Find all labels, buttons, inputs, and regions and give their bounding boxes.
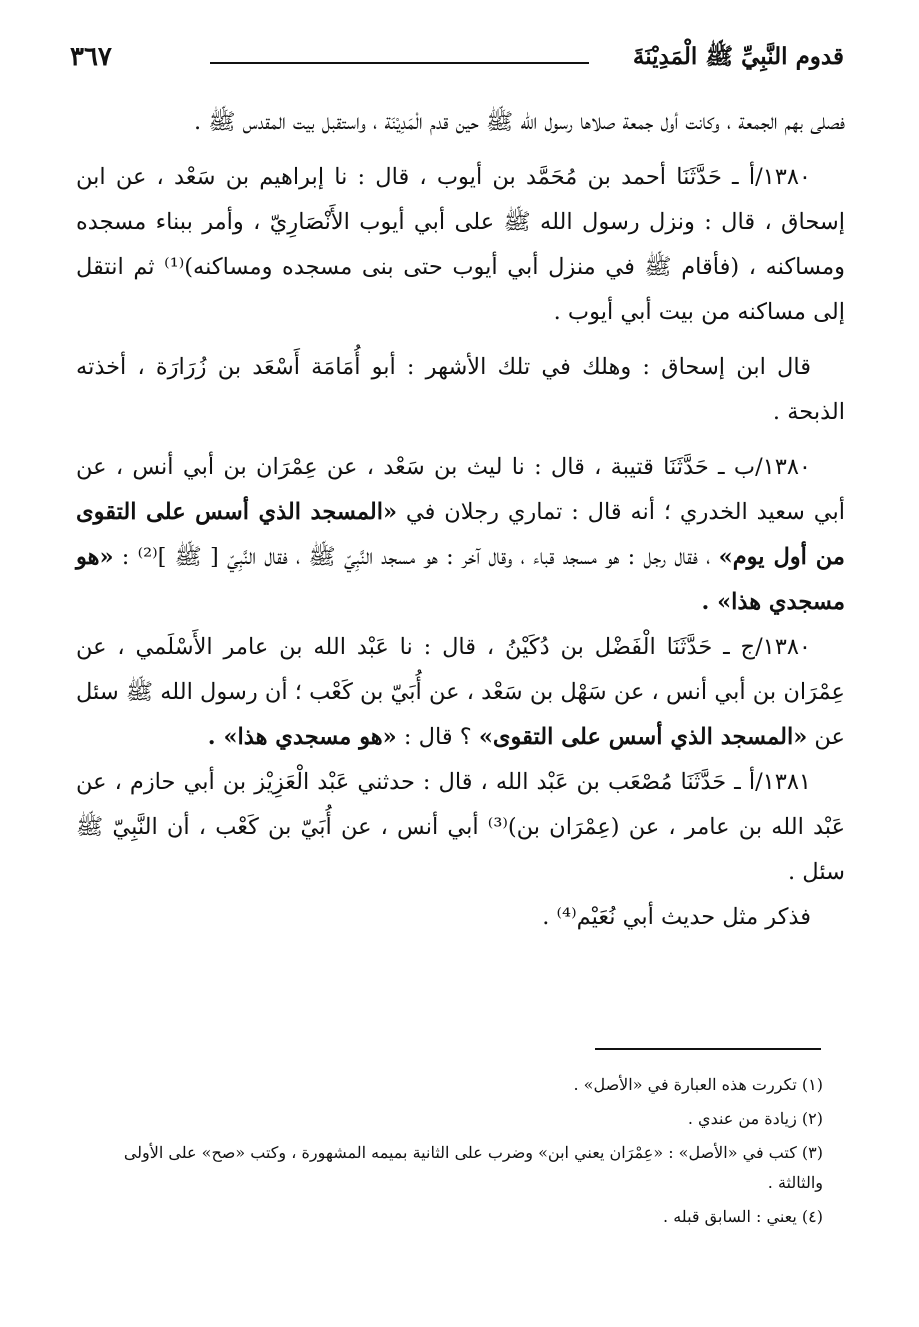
hadith-1380c-text-2: ؟ قال : — [396, 724, 479, 750]
footnote-2: (٢) زيادة من عندي . — [687, 1109, 823, 1128]
paragraph-1: فصلى بهم الجمعة ، وكانت أول جمعة صلاها رسول الله ﷺ حين قدم الْمَدِيْنَة ، واستقبل بيت المقدس ﷺ . — [194, 109, 845, 135]
hadith-1380c-text-1: ١٣٨٠/ج ـ حَدَّثَنَا الْفَضْل بن دُكَيْنُ ، قال : نا عَبْد الله بن عامر الأَسْلَمي ، عن عِمْرَان بن أبي أنس ، عن سَهْل بن سَعْد ، عن أُبَيّ بن كَعْب ؛ أن رسول الله ﷺ سئل عن — [76, 634, 845, 750]
main-text — [76, 100, 845, 940]
running-header — [70, 42, 844, 78]
footnote-1: (١) تكررت هذه العبارة في «الأصل» . — [573, 1075, 823, 1094]
footnote-3: (٣) كتب في «الأصل» : «عِمْرَان يعني ابن» وضرب على الثانية بميمه المشهورة ، وكتب «صح» على الأولى والثالثة . — [123, 1143, 823, 1192]
hadith-1380b-text-1: ١٣٨٠/ب ـ حَدَّثَنَا قتيبة ، قال : نا ليث بن سَعْد ، عن عِمْرَان بن أبي أنس ، عن أبي سعيد الخدري ؛ أنه قال : تماري رجلان في — [76, 454, 845, 525]
hadith-1380b-quote: «المسجد الذي أسس على التقوى من أول يوم» — [76, 499, 845, 570]
hadith-1381a: ١٣٨١/أ ـ حَدَّثَنَا مُصْعَب بن عَبْد الله ، قال : حدثني عَبْد الْعَزِيْز بن أبي حازم ، عن عَبْد الله بن عامر ، عن (عِمْرَان بن)⁽³⁾ أبي أنس ، عن أُبَيّ بن كَعْب ، أن النَّبِيّ ﷺ سئل . — [76, 769, 846, 885]
footnotes — [96, 1070, 823, 1236]
footnote-4: (٤) يعني : السابق قبله . — [663, 1207, 823, 1226]
page-number: ٣٦٧ — [70, 42, 112, 72]
hadith-1380a: ١٣٨٠/أ ـ حَدَّثَنَا أحمد بن مُحَمَّد بن أيوب ، قال : نا إبراهيم بن سَعْد ، عن ابن إسحاق ، قال : ونزل رسول الله ﷺ على أبي أيوب الأَنْصَارِيّ ، وأمر ببناء مسجده ومساكنه ، (فأقام ﷺ في منزل أبي أيوب حتى بنى مسجده ومساكنه)⁽¹⁾ ثم انتقل إلى مساكنه من بيت أبي أيوب . — [76, 164, 845, 325]
hadith-1380b-text-2: ، فقال رجل : هو مسجد قباء ، وقال آخر : هو مسجد النَّبِيّ ﷺ ، فقال النَّبِيّ [ ﷺ ]⁽²⁾ : — [113, 544, 719, 570]
hadith-1380c-quote: «المسجد الذي أسس على التقوى» — [478, 724, 808, 750]
paragraph-ibn-ishaq: قال ابن إسحاق : وهلك في تلك الأشهر : أبو أُمَامَة أَسْعَد بن زُرَارَة ، أخذته الذبحة . — [76, 354, 845, 425]
footnote-separator — [595, 1048, 821, 1050]
hadith-1380c-answer: «هو مسجدي هذا» . — [207, 724, 397, 750]
paragraph-closing: فذكر مثل حديث أبي نُعَيْم⁽⁴⁾ . — [542, 904, 811, 930]
hadith-1380c — [76, 625, 845, 760]
header-title: قدوم النَّبِيِّ ﷺ الْمَدِيْنَةَ — [632, 43, 844, 70]
hadith-1380b-answer: «هو مسجدي هذا» . — [76, 544, 845, 615]
header-rule — [210, 62, 589, 64]
hadith-1380b — [76, 445, 845, 625]
